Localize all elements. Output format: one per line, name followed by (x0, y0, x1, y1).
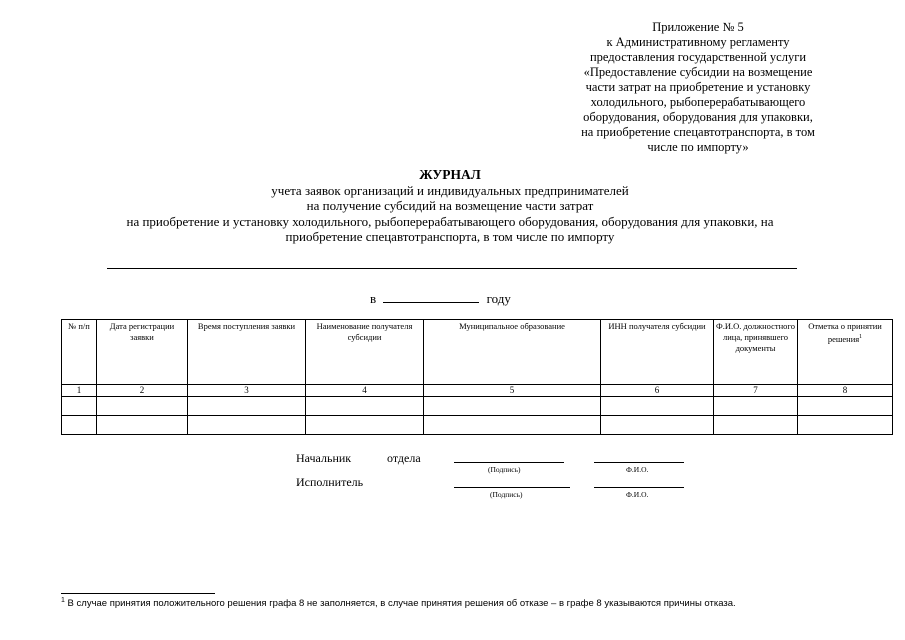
year-suffix: году (486, 291, 511, 306)
header-cell-text: Отметка о принятии решения (808, 321, 882, 344)
title-line: на приобретение и установку холодильного, рыбоперерабатывающего оборудования, оборудования для упаковки, на (126, 213, 774, 229)
appendix-line: части затрат на приобретение и установку (585, 80, 811, 94)
title-line: на получение субсидий на возмещение части затрат (306, 198, 594, 213)
chief-signature-caption: (Подпись) (488, 465, 521, 474)
column-number: 8 (798, 385, 893, 397)
year-line (370, 290, 511, 307)
chief-signature-line (454, 462, 564, 463)
table-cell (424, 397, 601, 416)
executor-label: Исполнитель (296, 475, 364, 489)
table-cell (188, 416, 306, 435)
header-cell: ИНН получателя субсидии (601, 320, 714, 385)
table-cell (798, 416, 893, 435)
journal-table (61, 319, 893, 435)
year-prefix: в (370, 291, 377, 306)
appendix-line: к Административному регламенту (606, 35, 790, 49)
table-cell (62, 416, 97, 435)
appendix-line: холодильного, рыбоперерабатывающего (590, 95, 806, 109)
appendix-line: Приложение № 5 (652, 20, 744, 34)
header-cell: Муниципальное образование (424, 320, 601, 385)
footnote-mark: 1 (61, 597, 65, 604)
column-number: 2 (97, 385, 188, 397)
table-cell (188, 397, 306, 416)
title-underline (107, 268, 797, 269)
table-cell (714, 397, 798, 416)
header-cell: Ф.И.О. должностного лица, принявшего документы (714, 320, 798, 385)
table-row (62, 397, 893, 416)
column-number: 7 (714, 385, 798, 397)
table-cell (306, 397, 424, 416)
executor-name-caption: Ф.И.О. (626, 490, 649, 499)
table-cell (424, 416, 601, 435)
journal-heading: ЖУРНАЛ (419, 167, 481, 182)
footnote-separator (61, 593, 215, 594)
column-number: 6 (601, 385, 714, 397)
column-number-row (62, 385, 893, 397)
header-cell: № п/п (62, 320, 97, 385)
column-number: 5 (424, 385, 601, 397)
executor-signature-line (454, 487, 570, 488)
year-blank (383, 290, 479, 303)
appendix-note (548, 20, 848, 155)
footnote-text: В случае принятия положительного решения графа 8 не заполняется, в случае принятия решения об отказе – в графе 8 указываются причины отказа. (64, 598, 736, 610)
executor-name-line (594, 487, 684, 488)
table-header-row (62, 320, 893, 385)
title-line: учета заявок организаций и индивидуальных предпринимателей (271, 182, 629, 198)
header-cell: Время поступления заявки (188, 320, 306, 385)
appendix-line: «Предоставление субсидии на возмещение (583, 65, 813, 79)
appendix-line: на приобретение спецавтотранспорта, в том (581, 125, 815, 139)
chief-name-line (594, 462, 684, 463)
table-cell (798, 397, 893, 416)
header-cell (798, 320, 893, 385)
table-cell (601, 416, 714, 435)
title-line: приобретение спецавтотранспорта, в том числе по импорту (285, 229, 615, 244)
footnote-ref: 1 (859, 334, 863, 340)
header-cell: Наименование получателя субсидии (306, 320, 424, 385)
appendix-line: оборудования, оборудования для упаковки, (583, 110, 813, 124)
table-cell (714, 416, 798, 435)
executor-signature-caption: (Подпись) (490, 490, 523, 499)
table-cell (601, 397, 714, 416)
column-number: 3 (188, 385, 306, 397)
document-title (60, 167, 840, 245)
header-cell: Дата регистрации заявки (97, 320, 188, 385)
table-cell (306, 416, 424, 435)
appendix-line: предоставления государственной услуги (589, 50, 807, 64)
column-number: 1 (62, 385, 97, 397)
appendix-line: числе по импорту» (647, 140, 749, 154)
table-cell (62, 397, 97, 416)
column-number: 4 (306, 385, 424, 397)
chief-name-caption: Ф.И.О. (626, 465, 649, 474)
chief-department-label: отдела (387, 451, 421, 465)
table-cell (97, 397, 188, 416)
table-cell (97, 416, 188, 435)
footnote (61, 597, 736, 609)
chief-label: Начальник (296, 451, 352, 465)
table-row (62, 416, 893, 435)
